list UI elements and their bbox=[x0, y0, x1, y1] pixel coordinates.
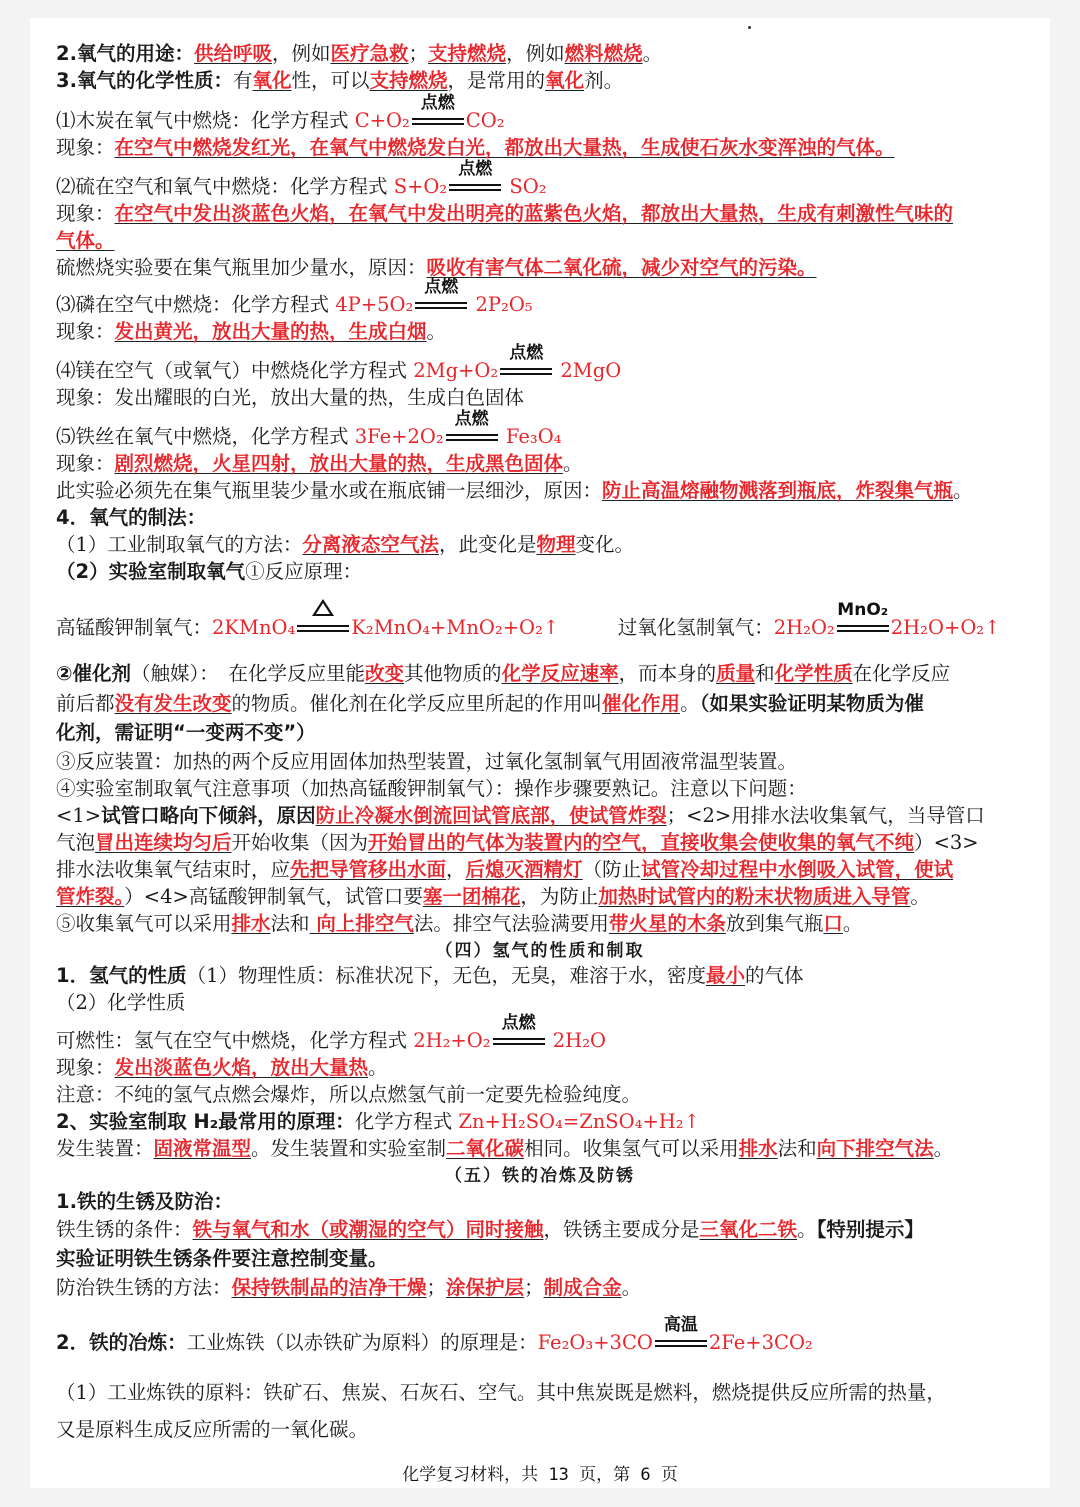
text-segment: 工业炼铁（以赤铁矿为原料）的原理是： bbox=[186, 1331, 538, 1354]
text-line bbox=[56, 276, 533, 319]
text-line bbox=[56, 748, 797, 776]
text-segment: 铁生锈的条件： bbox=[56, 1218, 193, 1241]
answer-text: 改变 bbox=[365, 662, 405, 685]
text-line bbox=[56, 1274, 641, 1302]
text-line bbox=[56, 690, 924, 718]
text-segment: 法和 bbox=[270, 912, 310, 935]
answer-text: 管炸裂。 bbox=[56, 885, 125, 908]
text-segment: 。 bbox=[910, 885, 930, 908]
reaction-condition: 点燃 bbox=[509, 342, 544, 363]
text-segment: 性，可以 bbox=[291, 69, 370, 92]
answer-text: 铁与氧气和水（或潮湿的空气）同时接触 bbox=[192, 1218, 544, 1241]
reaction-arrow bbox=[500, 342, 552, 382]
bold-text: 2.氧气的用途： bbox=[56, 42, 194, 65]
answer-text: 保持铁制品的洁净干燥 bbox=[231, 1276, 427, 1299]
bold-text: 2、实验室制取 H₂最常用的原理： bbox=[56, 1110, 355, 1133]
text-line bbox=[56, 227, 115, 255]
reaction-arrow bbox=[655, 1314, 707, 1354]
answer-text: 先把导管移出水面 bbox=[290, 858, 447, 881]
formula-text: 3Fe+2O₂ bbox=[354, 425, 444, 448]
text-line bbox=[56, 1054, 388, 1082]
text-segment: 可燃性：氢气在空气中燃烧，化学方程式 bbox=[56, 1029, 414, 1052]
text-segment: 化学方程式 bbox=[354, 1110, 459, 1133]
text-segment: （四）氢气的性质和制取 bbox=[435, 941, 645, 961]
answer-text: 燃料燃烧 bbox=[564, 42, 643, 65]
text-segment: ①反应原理： bbox=[245, 560, 363, 583]
answer-text: 供给呼吸 bbox=[193, 42, 272, 65]
text-line bbox=[56, 856, 953, 884]
text-line bbox=[56, 477, 973, 505]
text-line bbox=[56, 1314, 813, 1357]
text-segment: ⑶磷在空气中燃烧：化学方程式 bbox=[56, 293, 336, 316]
formula-text: 2MgO bbox=[554, 359, 622, 382]
text-line bbox=[56, 40, 662, 68]
text-line bbox=[56, 318, 446, 346]
answer-text: 最小 bbox=[706, 964, 746, 987]
text-segment: ，铁锈主要成分是 bbox=[543, 1218, 700, 1241]
answer-text: 剧烈燃烧，火星四射，放出大量的热，生成黑色固体 bbox=[114, 452, 564, 475]
text-segment: 现象： bbox=[56, 136, 115, 159]
answer-text: 带火星的木条 bbox=[608, 912, 726, 935]
answer-text: 冒出连续均匀后 bbox=[95, 831, 232, 854]
document-page bbox=[30, 18, 1050, 1488]
text-line bbox=[56, 92, 505, 135]
text-segment: 。 bbox=[621, 1276, 642, 1299]
answer-text: 分离液态空气法 bbox=[302, 533, 439, 556]
bold-text: 试管口略向下倾斜，原因 bbox=[101, 804, 316, 827]
reaction-arrow bbox=[493, 1012, 545, 1052]
text-segment: 开始收集（因为 bbox=[231, 831, 369, 854]
bold-text: 1．氢气的性质 bbox=[56, 964, 187, 987]
text-segment: ④实验室制取氧气注意事项（加热高锰酸钾制氧气）：操作步骤要熟记。注意以下问题： bbox=[56, 777, 807, 800]
text-line bbox=[56, 599, 1001, 642]
bold-text: 3.氧气的化学性质： bbox=[56, 69, 233, 92]
formula-text: CO₂ bbox=[465, 109, 505, 132]
formula-text: Fe₃O₄ bbox=[499, 425, 562, 448]
text-line bbox=[56, 829, 979, 857]
reaction-arrow bbox=[412, 92, 464, 132]
text-line bbox=[56, 910, 862, 938]
text-line bbox=[56, 1081, 641, 1109]
formula-text: 2Mg+O₂ bbox=[413, 359, 499, 382]
reaction-condition: 点燃 bbox=[501, 1012, 536, 1033]
text-segment: ，而本身的 bbox=[618, 662, 717, 685]
text-line bbox=[56, 408, 562, 451]
text-line bbox=[56, 962, 804, 990]
answer-text: 塞一团棉花 bbox=[422, 885, 521, 908]
reaction-arrow bbox=[837, 599, 889, 639]
text-segment: 高锰酸钾制氧气： bbox=[56, 616, 213, 639]
text-segment: ⑵硫在空气和氧气中燃烧：化学方程式 bbox=[56, 175, 394, 198]
text-line bbox=[56, 660, 950, 688]
answer-text: 防止冷凝水倒流回试管底部，使试管炸裂 bbox=[315, 804, 667, 827]
text-segment: <1> bbox=[56, 804, 102, 827]
bold-text: （2）实验室制取氧气 bbox=[56, 560, 246, 583]
text-segment: ； bbox=[426, 1276, 447, 1299]
scan-dot bbox=[748, 26, 751, 29]
text-segment: 发生装置： bbox=[56, 1137, 154, 1160]
text-segment: 。 bbox=[797, 1218, 817, 1241]
text-segment: 剂。 bbox=[584, 69, 624, 92]
text-segment: 此实验必须先在集气瓶里装少量水或在瓶底铺一层细沙，原因： bbox=[56, 479, 603, 502]
text-segment: ⑴木炭在氧气中燃烧：化学方程式 bbox=[56, 109, 355, 132]
formula-text: 2H₂+O₂ bbox=[413, 1029, 491, 1052]
text-line bbox=[56, 1135, 953, 1163]
formula-text: 2KMnO₄ bbox=[212, 616, 296, 639]
text-segment: ，是常用的 bbox=[447, 69, 546, 92]
reaction-condition: 高温 bbox=[663, 1314, 698, 1335]
answer-text: 没有发生改变 bbox=[114, 692, 232, 715]
text-segment: ⑷镁在空气（或氧气）中燃烧化学方程式 bbox=[56, 359, 414, 382]
reaction-arrow bbox=[449, 158, 501, 198]
answer-text: 发出淡蓝色火焰，放出大量热 bbox=[114, 1056, 369, 1079]
reaction-condition: MnO₂ bbox=[837, 599, 889, 620]
text-line bbox=[56, 558, 362, 586]
text-segment: ，例如 bbox=[506, 42, 565, 65]
answer-text: 物理 bbox=[536, 533, 576, 556]
text-segment: 和 bbox=[755, 662, 775, 685]
text-line bbox=[56, 1188, 233, 1216]
answer-text: 吸收有害气体二氧化硫，减少对空气的污染。 bbox=[426, 256, 817, 279]
formula-text: Fe₂O₃+3CO bbox=[537, 1331, 653, 1354]
text-line bbox=[56, 342, 622, 385]
text-segment: ，为防止 bbox=[520, 885, 599, 908]
text-segment: （1）物理性质：标准状况下，无色，无臭，难溶于水，密度 bbox=[186, 964, 706, 987]
reaction-arrow bbox=[446, 408, 498, 448]
text-segment: 其他物质的 bbox=[404, 662, 502, 685]
text-line bbox=[56, 1379, 946, 1407]
text-segment: （五）铁的冶炼及防锈 bbox=[445, 1166, 635, 1186]
bold-text: 4．氧气的制法： bbox=[56, 506, 207, 529]
answer-text: 化学性质 bbox=[774, 662, 853, 685]
bold-text: 2．铁的冶炼： bbox=[56, 1331, 187, 1354]
text-segment: （1）工业制取氧气的方法： bbox=[56, 533, 303, 556]
answer-text: 氧化 bbox=[545, 69, 585, 92]
text-line bbox=[56, 1216, 924, 1244]
text-segment: 。 bbox=[933, 1137, 954, 1160]
text-segment: 。 bbox=[426, 320, 447, 343]
text-segment: 气泡 bbox=[56, 831, 96, 854]
bold-text: 化剂，需证明“一变两不变”） bbox=[56, 721, 316, 744]
text-segment: 法和 bbox=[777, 1137, 817, 1160]
formula-text: K₂MnO₄+MnO₂+O₂↑ bbox=[351, 616, 560, 639]
answer-text: 开始冒出的气体为装置内的空气，直接收集会使收集的氧气不纯 bbox=[368, 831, 915, 854]
formula-text: 2H₂O+O₂↑ bbox=[890, 616, 1001, 639]
text-line bbox=[56, 67, 623, 95]
text-segment: 现象：发出耀眼的白光，放出大量的热，生成白色固体 bbox=[56, 386, 525, 409]
page-footer: 化学复习材料，共 13 页，第 6 页 bbox=[402, 1465, 678, 1485]
answer-text: 向下排空气法 bbox=[816, 1137, 934, 1160]
reaction-condition: 点燃 bbox=[420, 92, 455, 113]
text-segment: 变化。 bbox=[575, 533, 634, 556]
answer-text: 支持燃烧 bbox=[428, 42, 507, 65]
reaction-condition: 点燃 bbox=[424, 276, 459, 297]
text-segment: 排水法收集氧气结束时，应 bbox=[56, 858, 291, 881]
text-line bbox=[56, 719, 316, 747]
answer-text: 支持燃烧 bbox=[369, 69, 448, 92]
answer-text: 二氧化碳 bbox=[446, 1137, 525, 1160]
text-line bbox=[56, 450, 583, 478]
text-segment: 硫燃烧实验要在集气瓶里加少量水，原因： bbox=[56, 256, 427, 279]
text-segment: ⑤收集氧气可以采用 bbox=[56, 912, 232, 935]
text-segment: ；<2>用排水法收集氧气，当导管口 bbox=[666, 804, 985, 827]
text-segment: ，此变化是 bbox=[438, 533, 537, 556]
text-segment: 。 bbox=[953, 479, 973, 502]
reaction-arrow bbox=[415, 276, 467, 316]
text-segment: （1）工业炼铁的原料：铁矿石、焦炭、石灰石、空气。其中焦炭既是燃料，燃烧提供反应所需的热量， bbox=[56, 1381, 946, 1404]
text-segment: （2）化学性质 bbox=[56, 991, 186, 1014]
text-line bbox=[56, 504, 206, 532]
bold-text: 【特别提示】 bbox=[816, 1218, 924, 1241]
bold-text: 实验证明铁生锈条件要注意控制变量。 bbox=[56, 1247, 388, 1270]
text-segment: 相同。收集氢气可以采用 bbox=[524, 1137, 739, 1160]
answer-text: 向上排空气 bbox=[309, 912, 414, 935]
text-line bbox=[56, 883, 930, 911]
text-line bbox=[56, 1108, 700, 1136]
text-segment: 放到集气瓶 bbox=[725, 912, 824, 935]
section-heading bbox=[30, 936, 1050, 965]
text-line bbox=[56, 1012, 606, 1055]
formula-text: C+O₂ bbox=[354, 109, 410, 132]
text-segment: 过氧化氢制氧气： bbox=[559, 616, 774, 639]
answer-text: 制成合金 bbox=[543, 1276, 622, 1299]
reaction-arrow bbox=[297, 619, 349, 639]
text-line bbox=[56, 802, 985, 830]
text-line bbox=[56, 531, 634, 559]
text-segment: 注意：不纯的氢气点燃会爆炸，所以点燃氢气前一定要先检验纯度。 bbox=[56, 1083, 642, 1106]
answer-text: 口 bbox=[823, 912, 843, 935]
answer-text: 后熄灭酒精灯 bbox=[465, 858, 583, 881]
text-segment: 现象： bbox=[56, 452, 115, 475]
text-segment: 现象： bbox=[56, 320, 115, 343]
answer-text: 排水 bbox=[738, 1137, 778, 1160]
formula-text: 2H₂O bbox=[546, 1029, 606, 1052]
text-line bbox=[56, 384, 524, 412]
text-segment: 。发生装置和实验室制 bbox=[251, 1137, 447, 1160]
text-line bbox=[56, 1245, 388, 1273]
answer-text: 排水 bbox=[231, 912, 271, 935]
answer-text: 在空气中燃烧发红光，在氧气中燃烧发白光，都放出大量热，生成使石灰水变浑浊的气体。 bbox=[114, 136, 895, 159]
text-segment: （触媒）： 在化学反应里能 bbox=[131, 662, 366, 685]
reaction-condition: 点燃 bbox=[454, 408, 489, 429]
answer-text: 催化作用 bbox=[602, 692, 681, 715]
text-line bbox=[56, 134, 895, 162]
text-segment: ）<3> bbox=[914, 831, 979, 854]
reaction-condition: 点燃 bbox=[458, 158, 493, 179]
text-segment: 前后都 bbox=[56, 692, 115, 715]
text-segment: 。 bbox=[563, 452, 583, 475]
formula-text: 2H₂O₂ bbox=[773, 616, 835, 639]
formula-text: SO₂ bbox=[503, 175, 547, 198]
text-segment: 的物质。催化剂在化学反应里所起的作用叫 bbox=[231, 692, 603, 715]
text-line bbox=[56, 158, 547, 201]
answer-text: 防止高温熔融物溅落到瓶底，炸裂集气瓶 bbox=[602, 479, 954, 502]
answer-text: 加热时试管内的粉末状物质进入导管 bbox=[598, 885, 911, 908]
answer-text: 三氧化二铁 bbox=[699, 1218, 798, 1241]
text-line bbox=[56, 989, 185, 1017]
formula-text: 2Fe+3CO₂ bbox=[708, 1331, 813, 1354]
answer-text: 氧化 bbox=[252, 69, 292, 92]
text-segment: 现象： bbox=[56, 202, 115, 225]
text-line bbox=[56, 1416, 368, 1444]
text-segment: 的气体 bbox=[745, 964, 804, 987]
answer-text: 涂保护层 bbox=[446, 1276, 525, 1299]
formula-text: S+O₂ bbox=[393, 175, 448, 198]
text-segment: ，例如 bbox=[272, 42, 331, 65]
answer-text: 医疗急救 bbox=[330, 42, 409, 65]
text-segment: （防止 bbox=[582, 858, 642, 881]
text-segment: 现象： bbox=[56, 1056, 115, 1079]
heat-triangle-icon bbox=[312, 599, 334, 616]
answer-text: 在空气中发出淡蓝色火焰，在氧气中发出明亮的蓝紫色火焰，都放出大量热，生成有刺激性气味的 bbox=[114, 202, 954, 225]
answer-text: 固液常温型 bbox=[153, 1137, 252, 1160]
text-segment: 有 bbox=[232, 69, 253, 92]
bold-text: （如果实验证明某物质为催 bbox=[699, 692, 924, 715]
text-segment: 防治铁生锈的方法： bbox=[56, 1276, 232, 1299]
text-line bbox=[56, 200, 953, 228]
text-line bbox=[56, 775, 807, 803]
text-segment: ③反应装置：加热的两个反应用固体加热型装置，过氧化氢制氧气用固液常温型装置。 bbox=[56, 750, 798, 773]
answer-text: 化学反应速率 bbox=[501, 662, 619, 685]
text-segment: 法。排空气法验满要用 bbox=[413, 912, 609, 935]
text-segment: 。 bbox=[368, 1056, 388, 1079]
answer-text: 发出黄光，放出大量的热，生成白烟 bbox=[114, 320, 427, 343]
text-segment: 。 bbox=[842, 912, 863, 935]
formula-text: Zn+H₂SO₄=ZnSO₄+H₂↑ bbox=[458, 1110, 700, 1133]
text-segment: ⑸铁丝在氧气中燃烧，化学方程式 bbox=[56, 425, 355, 448]
text-segment: 在化学反应 bbox=[852, 662, 951, 685]
text-segment: ， bbox=[446, 858, 466, 881]
formula-text: 4P+5O₂ bbox=[335, 293, 414, 316]
text-segment: 。 bbox=[680, 692, 700, 715]
answer-text: 气体。 bbox=[56, 229, 115, 252]
text-segment: ）<4>高锰酸钾制氧气，试管口要 bbox=[124, 885, 423, 908]
formula-text: 2P₂O₅ bbox=[469, 293, 533, 316]
answer-text: 质量 bbox=[716, 662, 756, 685]
answer-text: 试管冷却过程中水倒吸入试管，使试 bbox=[641, 858, 954, 881]
bold-text: ②催化剂 bbox=[56, 662, 132, 685]
text-segment: 又是原料生成反应所需的一氧化碳。 bbox=[56, 1418, 369, 1441]
section-heading bbox=[30, 1161, 1050, 1190]
text-segment: 。 bbox=[642, 42, 663, 65]
text-segment: ； bbox=[524, 1276, 544, 1299]
text-segment: ； bbox=[408, 42, 429, 65]
bold-text: 1.铁的生锈及防治： bbox=[56, 1190, 233, 1213]
